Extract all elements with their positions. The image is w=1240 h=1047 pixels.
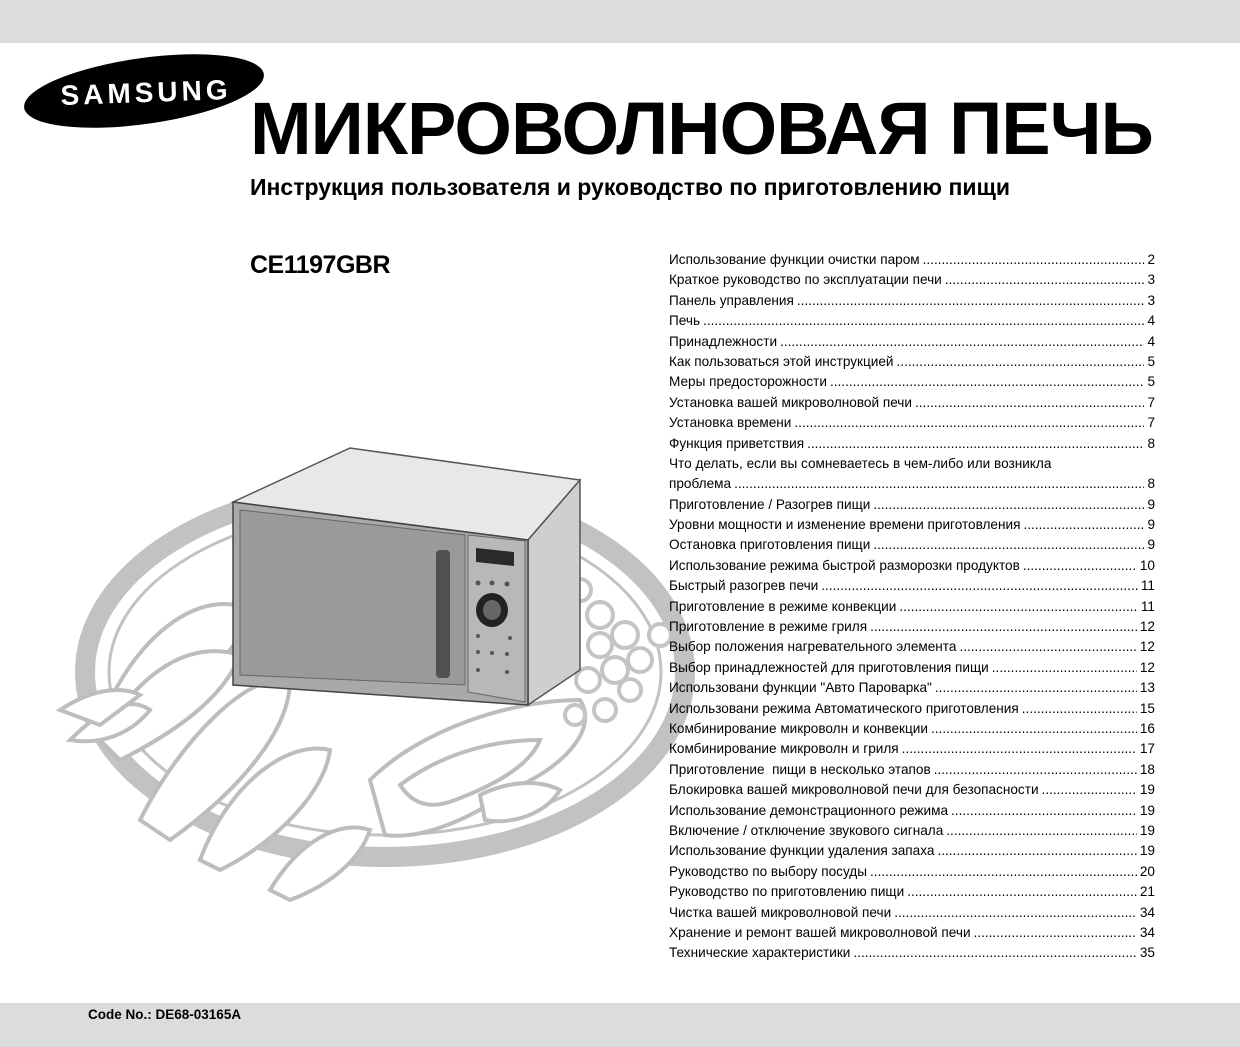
toc-leader-dots bbox=[830, 372, 1144, 392]
toc-entry bbox=[669, 413, 1155, 433]
toc-page-number: 12 bbox=[1139, 639, 1155, 655]
toc-entry-title: Как пользоваться этой инструкцией bbox=[669, 353, 894, 369]
toc-leader-dots bbox=[853, 943, 1136, 963]
toc-entry-title: Приготовление в режиме гриля bbox=[669, 619, 868, 635]
toc-page-number: 7 bbox=[1147, 394, 1155, 410]
code-value: DE68-03165A bbox=[155, 1007, 242, 1022]
toc-entry bbox=[669, 515, 1155, 535]
toc-entry-title: Использовани режима Автоматического приготовления bbox=[669, 700, 1019, 716]
toc-entry-row bbox=[669, 413, 1155, 433]
toc-entry-row bbox=[669, 780, 1155, 800]
toc-entry-title-line: Что делать, если вы сомневаетесь в чем-либо или возникла bbox=[669, 455, 1052, 471]
toc-leader-dots bbox=[797, 291, 1145, 311]
toc-leader-dots bbox=[934, 760, 1137, 780]
toc-entry-title: Приготовление пищи в несколько этапов bbox=[669, 761, 931, 777]
toc-entry bbox=[669, 372, 1155, 392]
toc-entry bbox=[669, 270, 1155, 290]
toc-entry-row bbox=[669, 841, 1155, 861]
toc-entry-row bbox=[669, 270, 1155, 290]
toc-entry-row bbox=[669, 658, 1155, 678]
toc-entry bbox=[669, 250, 1155, 270]
toc-entry-row bbox=[669, 250, 1155, 270]
toc-entry-row bbox=[669, 882, 1155, 902]
toc-leader-dots bbox=[897, 352, 1145, 372]
toc-entry-row bbox=[669, 515, 1155, 535]
toc-entry-title: Использование режима быстрой разморозки продуктов bbox=[669, 557, 1020, 573]
toc-leader-dots bbox=[951, 801, 1137, 821]
toc-entry-title: Руководство по выбору посуды bbox=[669, 863, 867, 879]
toc-page-number: 8 bbox=[1147, 435, 1155, 451]
toc-entry-row bbox=[669, 739, 1155, 759]
toc-page-number: 20 bbox=[1139, 863, 1155, 879]
toc-leader-dots bbox=[821, 576, 1138, 596]
toc-leader-dots bbox=[734, 474, 1144, 494]
toc-entry-title: Блокировка вашей микроволновой печи для безопасности bbox=[669, 782, 1039, 798]
toc-entry bbox=[669, 760, 1155, 780]
toc-page-number: 11 bbox=[1140, 598, 1155, 614]
toc-page-number: 8 bbox=[1147, 476, 1155, 492]
toc-page-number: 18 bbox=[1139, 761, 1155, 777]
samsung-logo bbox=[22, 52, 266, 130]
toc-page-number: 7 bbox=[1147, 415, 1155, 431]
toc-entry-title: Чистка вашей микроволновой печи bbox=[669, 904, 892, 920]
toc-page-number: 9 bbox=[1147, 496, 1155, 512]
toc-entry-title: Использование демонстрационного режима bbox=[669, 802, 949, 818]
toc-entry-row bbox=[669, 678, 1155, 698]
toc-leader-dots bbox=[807, 434, 1144, 454]
toc-entry bbox=[669, 841, 1155, 861]
toc-entry bbox=[669, 576, 1155, 596]
toc-page-number: 19 bbox=[1139, 802, 1155, 818]
table-of-contents bbox=[669, 250, 1155, 964]
toc-leader-dots bbox=[915, 393, 1144, 413]
toc-entry-title: Комбинирование микроволн и конвекции bbox=[669, 720, 928, 736]
toc-entry-title: Руководство по приготовлению пищи bbox=[669, 884, 905, 900]
toc-entry bbox=[669, 311, 1155, 331]
toc-entry bbox=[669, 535, 1155, 555]
toc-entry-row bbox=[669, 760, 1155, 780]
toc-page-number: 9 bbox=[1147, 517, 1155, 533]
page-subtitle: Инструкция пользователя и руководство по приготовлению пищи bbox=[250, 174, 1011, 200]
toc-entry-title: Установка времени bbox=[669, 415, 792, 431]
toc-entry bbox=[669, 719, 1155, 739]
toc-entry bbox=[669, 699, 1155, 719]
toc-page-number: 15 bbox=[1139, 700, 1155, 716]
toc-leader-dots bbox=[780, 332, 1144, 352]
toc-leader-dots bbox=[1023, 556, 1137, 576]
toc-entry-title: Выбор положения нагревательного элемента bbox=[669, 639, 957, 655]
toc-entry-title: Печь bbox=[669, 313, 701, 329]
toc-entry-row bbox=[669, 801, 1155, 821]
toc-entry-row bbox=[669, 923, 1155, 943]
toc-entry bbox=[669, 495, 1155, 515]
toc-entry bbox=[669, 801, 1155, 821]
toc-entry bbox=[669, 332, 1155, 352]
toc-entry bbox=[669, 434, 1155, 454]
toc-entry-title: Установка вашей микроволновой печи bbox=[669, 394, 912, 410]
toc-page-number: 21 bbox=[1139, 884, 1155, 900]
toc-entry-title: Краткое руководство по эксплуатации печи bbox=[669, 272, 942, 288]
toc-entry bbox=[669, 862, 1155, 882]
toc-entry-title: Использование функции очистки паром bbox=[669, 252, 920, 267]
toc-entry-row bbox=[669, 903, 1155, 923]
toc-entry-row bbox=[669, 597, 1155, 617]
toc-entry-title: Остановка приготовления пищи bbox=[669, 537, 871, 553]
toc-page-number: 3 bbox=[1147, 292, 1155, 308]
toc-leader-dots bbox=[907, 882, 1137, 902]
toc-page-number: 34 bbox=[1139, 904, 1155, 920]
toc-page-number: 19 bbox=[1139, 843, 1155, 859]
toc-page-number: 19 bbox=[1139, 822, 1155, 838]
toc-leader-dots bbox=[794, 413, 1144, 433]
toc-entry-row bbox=[669, 434, 1155, 454]
toc-leader-dots bbox=[946, 821, 1137, 841]
toc-leader-dots bbox=[873, 535, 1144, 555]
toc-entry bbox=[669, 474, 1155, 494]
toc-page-number: 34 bbox=[1139, 924, 1155, 940]
toc-entry-row bbox=[669, 332, 1155, 352]
toc-entry-title: Комбинирование микроволн и гриля bbox=[669, 741, 899, 757]
toc-entry-title: Принадлежности bbox=[669, 333, 778, 349]
toc-entry-row bbox=[669, 372, 1155, 392]
toc-entry-row bbox=[669, 576, 1155, 596]
top-band bbox=[0, 0, 1240, 43]
toc-leader-dots bbox=[899, 597, 1138, 617]
toc-entry bbox=[669, 780, 1155, 800]
toc-entry-row bbox=[669, 617, 1155, 637]
toc-entry bbox=[669, 943, 1155, 963]
toc-entry-row bbox=[669, 821, 1155, 841]
toc-page-number: 12 bbox=[1139, 659, 1155, 675]
toc-entry-title: Приготовление / Разогрев пищи bbox=[669, 496, 871, 512]
toc-leader-dots bbox=[945, 270, 1145, 290]
toc-entry bbox=[669, 393, 1155, 413]
toc-entry-row bbox=[669, 535, 1155, 555]
toc-leader-dots bbox=[931, 719, 1137, 739]
toc-entry bbox=[669, 597, 1155, 617]
toc-entry-title: Меры предосторожности bbox=[669, 374, 827, 390]
toc-entry bbox=[669, 617, 1155, 637]
toc-leader-dots bbox=[923, 250, 1145, 270]
toc-entry-row bbox=[669, 699, 1155, 719]
toc-page-number: 11 bbox=[1140, 578, 1155, 594]
toc-entry-row bbox=[669, 943, 1155, 963]
toc-entry-row bbox=[669, 637, 1155, 657]
toc-entry-title: Использование функции удаления запаха bbox=[669, 843, 935, 859]
toc-leader-dots bbox=[959, 637, 1136, 657]
toc-entry-row bbox=[669, 393, 1155, 413]
toc-page-number: 19 bbox=[1139, 782, 1155, 798]
toc-entry bbox=[669, 923, 1155, 943]
toc-entry-row bbox=[669, 495, 1155, 515]
toc-leader-dots bbox=[870, 617, 1137, 637]
toc-leader-dots bbox=[1042, 780, 1137, 800]
toc-entry-title: Использовани функции "Авто Пароварка" bbox=[669, 680, 932, 696]
code-number bbox=[88, 1007, 241, 1022]
toc-entry-row bbox=[669, 719, 1155, 739]
toc-entry-row bbox=[669, 474, 1155, 494]
toc-leader-dots bbox=[870, 862, 1137, 882]
toc-page-number: 13 bbox=[1139, 680, 1155, 696]
toc-page-number: 2 bbox=[1147, 252, 1155, 267]
toc-entry-row bbox=[669, 311, 1155, 331]
toc-leader-dots bbox=[992, 658, 1137, 678]
toc-leader-dots bbox=[873, 495, 1144, 515]
toc-entry-title: Включение / отключение звукового сигнала bbox=[669, 822, 944, 838]
toc-page-number: 5 bbox=[1147, 374, 1155, 390]
toc-entry-title: Приготовление в режиме конвекции bbox=[669, 598, 897, 614]
toc-entry-title: Панель управления bbox=[669, 292, 794, 308]
toc-entry bbox=[669, 821, 1155, 841]
toc-entry-row bbox=[669, 556, 1155, 576]
toc-leader-dots bbox=[974, 923, 1137, 943]
toc-entry-row bbox=[669, 352, 1155, 372]
toc-page-number: 9 bbox=[1147, 537, 1155, 553]
toc-page-number: 35 bbox=[1139, 945, 1155, 961]
toc-entry bbox=[669, 556, 1155, 576]
toc-entry-title: Функция приветствия bbox=[669, 435, 805, 451]
toc-entry-title: Хранение и ремонт вашей микроволновой печи bbox=[669, 924, 971, 940]
toc-page-number: 4 bbox=[1147, 333, 1155, 349]
toc-page-number: 10 bbox=[1139, 557, 1155, 573]
toc-entry-title: Выбор принадлежностей для приготовления пищи bbox=[669, 659, 989, 675]
toc-entry bbox=[669, 739, 1155, 759]
toc-leader-dots bbox=[1023, 515, 1144, 535]
toc-leader-dots bbox=[894, 903, 1137, 923]
toc-entry-title: Уровни мощности и изменение времени приготовления bbox=[669, 517, 1021, 533]
toc-leader-dots bbox=[1022, 699, 1137, 719]
toc-entry-title: проблема bbox=[669, 476, 732, 492]
toc-entry-row bbox=[669, 862, 1155, 882]
page-title: МИКРОВОЛНОВАЯ ПЕЧЬ bbox=[250, 87, 1153, 170]
toc-entry-row bbox=[669, 291, 1155, 311]
toc-entry bbox=[669, 352, 1155, 372]
toc-leader-dots bbox=[703, 311, 1144, 331]
toc-page-number: 3 bbox=[1147, 272, 1155, 288]
toc-entry bbox=[669, 882, 1155, 902]
toc-entry-title: Технические характеристики bbox=[669, 945, 851, 961]
toc-leader-dots bbox=[935, 678, 1137, 698]
toc-entry bbox=[669, 637, 1155, 657]
model-number: CE1197GBR bbox=[250, 251, 391, 279]
samsung-wordmark: SAMSUNG bbox=[59, 74, 233, 111]
microwave-illustration bbox=[40, 440, 700, 960]
code-label: Code No.: bbox=[88, 1007, 152, 1022]
toc-page-number: 16 bbox=[1139, 720, 1155, 736]
toc-entry-title: Быстрый разогрев печи bbox=[669, 578, 819, 594]
toc-entry bbox=[669, 903, 1155, 923]
toc-leader-dots bbox=[937, 841, 1136, 861]
toc-entry bbox=[669, 658, 1155, 678]
toc-page-number: 12 bbox=[1139, 619, 1155, 635]
toc-page-number: 4 bbox=[1147, 313, 1155, 329]
toc-entry bbox=[669, 291, 1155, 311]
toc-page-number: 17 bbox=[1139, 741, 1155, 757]
toc-page-number: 5 bbox=[1147, 353, 1155, 369]
toc-leader-dots bbox=[902, 739, 1137, 759]
toc-entry bbox=[669, 678, 1155, 698]
